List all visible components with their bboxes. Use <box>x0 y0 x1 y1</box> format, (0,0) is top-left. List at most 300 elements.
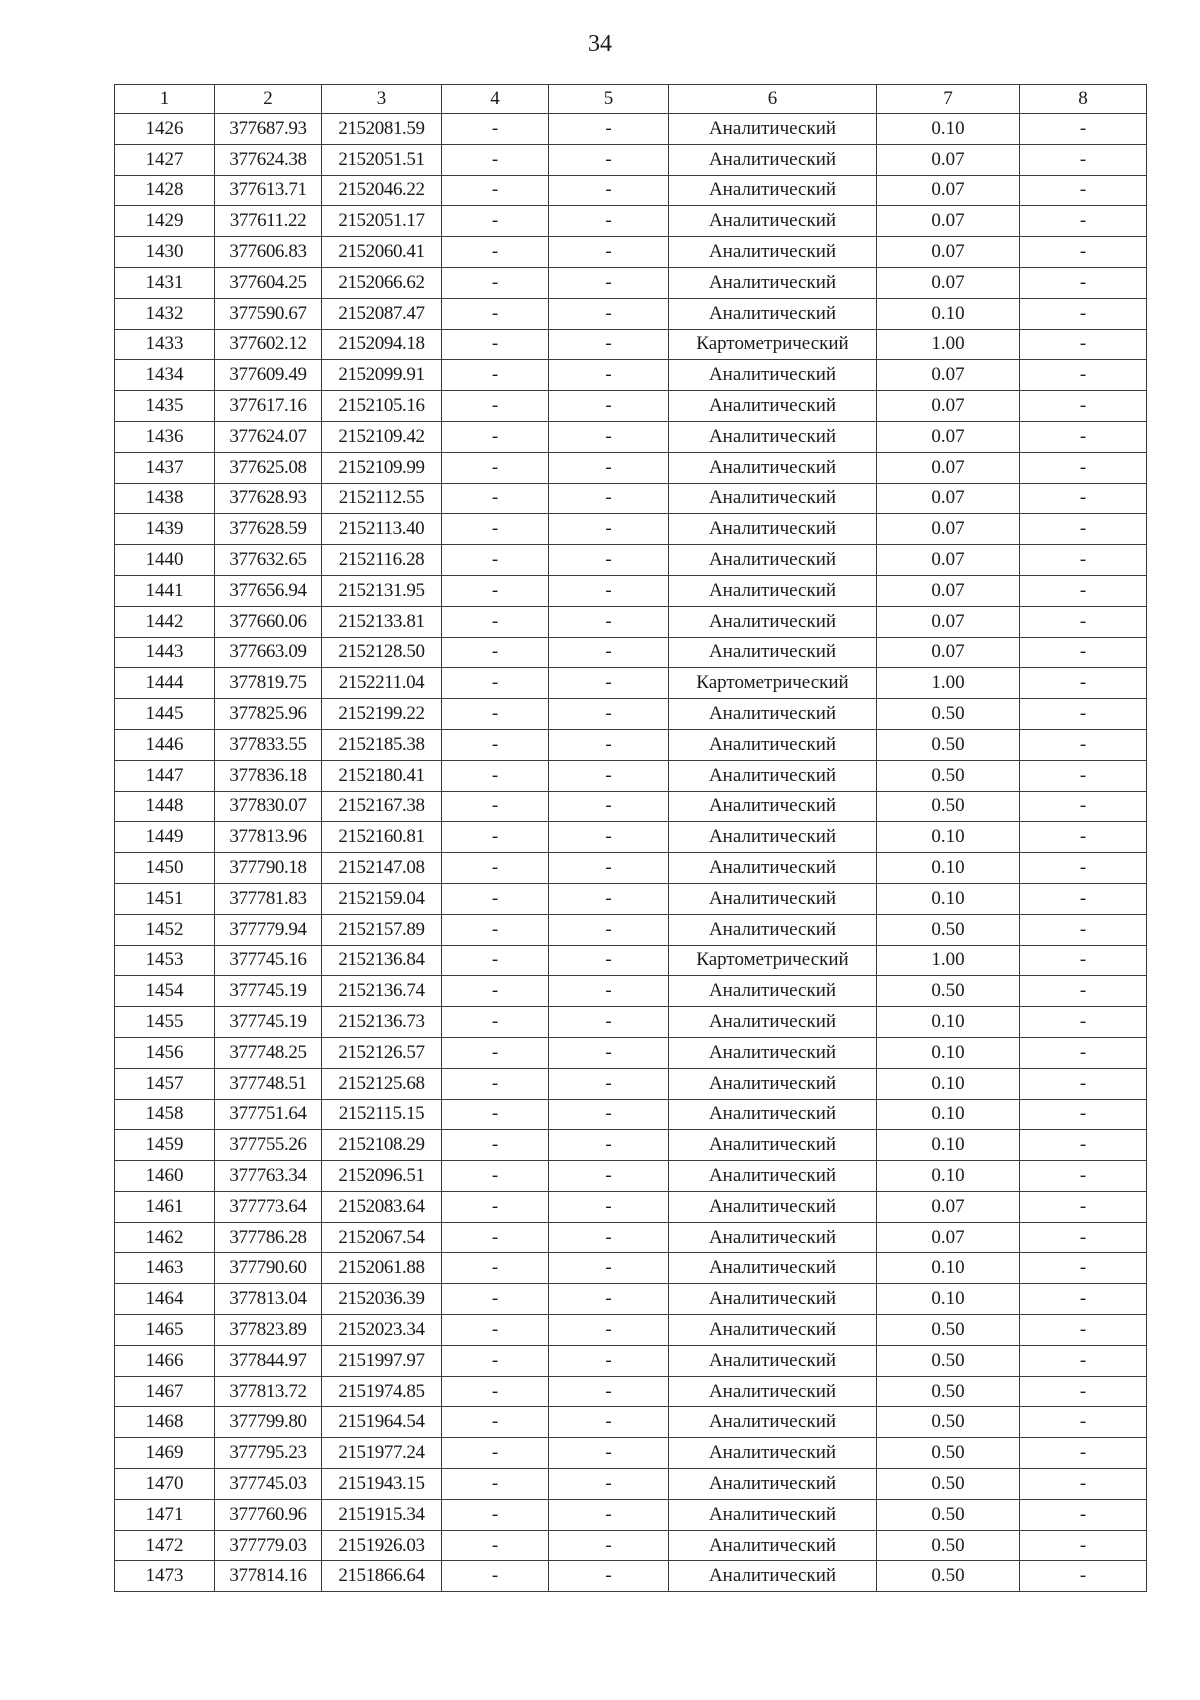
point-number-cell: 1473 <box>115 1561 215 1592</box>
table-row <box>115 545 1147 576</box>
accuracy-cell: 0.50 <box>877 699 1020 730</box>
column-8-cell: - <box>1020 144 1147 175</box>
column-8-cell: - <box>1020 1007 1147 1038</box>
column-4-cell: - <box>442 1161 549 1192</box>
column-5-cell: - <box>549 1499 669 1530</box>
point-number-cell: 1430 <box>115 237 215 268</box>
x-coordinate-cell: 377795.23 <box>215 1438 322 1469</box>
x-coordinate-cell: 377687.93 <box>215 114 322 145</box>
table-row <box>115 1161 1147 1192</box>
column-5-cell: - <box>549 637 669 668</box>
y-coordinate-cell: 2151915.34 <box>322 1499 442 1530</box>
column-8-cell: - <box>1020 1130 1147 1161</box>
method-cell: Аналитический <box>669 1315 877 1346</box>
y-coordinate-cell: 2152036.39 <box>322 1284 442 1315</box>
column-4-cell: - <box>442 883 549 914</box>
point-number-cell: 1461 <box>115 1191 215 1222</box>
table-row <box>115 1037 1147 1068</box>
column-8-cell: - <box>1020 452 1147 483</box>
x-coordinate-cell: 377813.96 <box>215 822 322 853</box>
table-row <box>115 237 1147 268</box>
method-cell: Аналитический <box>669 114 877 145</box>
accuracy-cell: 0.50 <box>877 1530 1020 1561</box>
method-cell: Аналитический <box>669 1561 877 1592</box>
column-4-cell: - <box>442 360 549 391</box>
table-row <box>115 452 1147 483</box>
table-row <box>115 914 1147 945</box>
table-row <box>115 360 1147 391</box>
column-8-cell: - <box>1020 791 1147 822</box>
column-4-cell: - <box>442 1099 549 1130</box>
accuracy-cell: 0.10 <box>877 298 1020 329</box>
x-coordinate-cell: 377745.19 <box>215 1007 322 1038</box>
column-4-cell: - <box>442 114 549 145</box>
column-8-cell: - <box>1020 329 1147 360</box>
x-coordinate-cell: 377625.08 <box>215 452 322 483</box>
table-row <box>115 1284 1147 1315</box>
method-cell: Аналитический <box>669 483 877 514</box>
point-number-cell: 1453 <box>115 945 215 976</box>
column-header: 5 <box>549 85 669 114</box>
accuracy-cell: 1.00 <box>877 668 1020 699</box>
point-number-cell: 1434 <box>115 360 215 391</box>
column-4-cell: - <box>442 729 549 760</box>
y-coordinate-cell: 2152128.50 <box>322 637 442 668</box>
column-5-cell: - <box>549 575 669 606</box>
table-row <box>115 329 1147 360</box>
column-5-cell: - <box>549 1530 669 1561</box>
table-row <box>115 637 1147 668</box>
table-row <box>115 206 1147 237</box>
column-4-cell: - <box>442 1007 549 1038</box>
point-number-cell: 1442 <box>115 606 215 637</box>
column-4-cell: - <box>442 791 549 822</box>
accuracy-cell: 0.50 <box>877 791 1020 822</box>
column-5-cell: - <box>549 1191 669 1222</box>
point-number-cell: 1462 <box>115 1222 215 1253</box>
column-5-cell: - <box>549 883 669 914</box>
point-number-cell: 1458 <box>115 1099 215 1130</box>
accuracy-cell: 0.07 <box>877 452 1020 483</box>
column-8-cell: - <box>1020 1499 1147 1530</box>
method-cell: Аналитический <box>669 421 877 452</box>
table-row <box>115 945 1147 976</box>
point-number-cell: 1435 <box>115 391 215 422</box>
column-5-cell: - <box>549 1438 669 1469</box>
column-5-cell: - <box>549 914 669 945</box>
method-cell: Аналитический <box>669 1007 877 1038</box>
table-row <box>115 1191 1147 1222</box>
column-4-cell: - <box>442 760 549 791</box>
column-4-cell: - <box>442 699 549 730</box>
column-4-cell: - <box>442 1376 549 1407</box>
column-5-cell: - <box>549 729 669 760</box>
point-number-cell: 1440 <box>115 545 215 576</box>
y-coordinate-cell: 2152087.47 <box>322 298 442 329</box>
column-5-cell: - <box>549 1068 669 1099</box>
point-number-cell: 1444 <box>115 668 215 699</box>
accuracy-cell: 0.50 <box>877 760 1020 791</box>
column-4-cell: - <box>442 391 549 422</box>
method-cell: Аналитический <box>669 637 877 668</box>
column-5-cell: - <box>549 976 669 1007</box>
table-row <box>115 514 1147 545</box>
point-number-cell: 1466 <box>115 1345 215 1376</box>
table-row <box>115 421 1147 452</box>
column-5-cell: - <box>549 1099 669 1130</box>
y-coordinate-cell: 2152112.55 <box>322 483 442 514</box>
column-4-cell: - <box>442 267 549 298</box>
column-5-cell: - <box>549 114 669 145</box>
column-4-cell: - <box>442 976 549 1007</box>
point-number-cell: 1469 <box>115 1438 215 1469</box>
method-cell: Аналитический <box>669 976 877 1007</box>
point-number-cell: 1432 <box>115 298 215 329</box>
column-4-cell: - <box>442 452 549 483</box>
x-coordinate-cell: 377660.06 <box>215 606 322 637</box>
x-coordinate-cell: 377833.55 <box>215 729 322 760</box>
point-number-cell: 1452 <box>115 914 215 945</box>
accuracy-cell: 0.07 <box>877 360 1020 391</box>
point-number-cell: 1443 <box>115 637 215 668</box>
y-coordinate-cell: 2152051.17 <box>322 206 442 237</box>
method-cell: Аналитический <box>669 1037 877 1068</box>
point-number-cell: 1428 <box>115 175 215 206</box>
column-4-cell: - <box>442 514 549 545</box>
column-5-cell: - <box>549 699 669 730</box>
x-coordinate-cell: 377763.34 <box>215 1161 322 1192</box>
y-coordinate-cell: 2152067.54 <box>322 1222 442 1253</box>
accuracy-cell: 0.50 <box>877 1499 1020 1530</box>
column-8-cell: - <box>1020 760 1147 791</box>
table-row <box>115 699 1147 730</box>
accuracy-cell: 0.10 <box>877 1099 1020 1130</box>
y-coordinate-cell: 2152081.59 <box>322 114 442 145</box>
column-4-cell: - <box>442 329 549 360</box>
column-5-cell: - <box>549 606 669 637</box>
x-coordinate-cell: 377656.94 <box>215 575 322 606</box>
accuracy-cell: 0.50 <box>877 1407 1020 1438</box>
method-cell: Аналитический <box>669 791 877 822</box>
column-8-cell: - <box>1020 1037 1147 1068</box>
method-cell: Аналитический <box>669 1499 877 1530</box>
accuracy-cell: 0.50 <box>877 1376 1020 1407</box>
x-coordinate-cell: 377606.83 <box>215 237 322 268</box>
x-coordinate-cell: 377813.04 <box>215 1284 322 1315</box>
table-row <box>115 760 1147 791</box>
table-row <box>115 668 1147 699</box>
column-4-cell: - <box>442 637 549 668</box>
y-coordinate-cell: 2152113.40 <box>322 514 442 545</box>
column-8-cell: - <box>1020 1222 1147 1253</box>
x-coordinate-cell: 377755.26 <box>215 1130 322 1161</box>
accuracy-cell: 0.10 <box>877 1007 1020 1038</box>
point-number-cell: 1441 <box>115 575 215 606</box>
x-coordinate-cell: 377825.96 <box>215 699 322 730</box>
column-8-cell: - <box>1020 914 1147 945</box>
method-cell: Аналитический <box>669 237 877 268</box>
x-coordinate-cell: 377632.65 <box>215 545 322 576</box>
x-coordinate-cell: 377779.03 <box>215 1530 322 1561</box>
table-row <box>115 606 1147 637</box>
x-coordinate-cell: 377779.94 <box>215 914 322 945</box>
column-5-cell: - <box>549 1376 669 1407</box>
point-number-cell: 1438 <box>115 483 215 514</box>
column-4-cell: - <box>442 575 549 606</box>
table-row <box>115 483 1147 514</box>
column-8-cell: - <box>1020 175 1147 206</box>
point-number-cell: 1447 <box>115 760 215 791</box>
y-coordinate-cell: 2152094.18 <box>322 329 442 360</box>
method-cell: Аналитический <box>669 514 877 545</box>
column-5-cell: - <box>549 1315 669 1346</box>
column-5-cell: - <box>549 1561 669 1592</box>
point-number-cell: 1464 <box>115 1284 215 1315</box>
y-coordinate-cell: 2151866.64 <box>322 1561 442 1592</box>
point-number-cell: 1457 <box>115 1068 215 1099</box>
column-4-cell: - <box>442 606 549 637</box>
method-cell: Картометрический <box>669 329 877 360</box>
table-row <box>115 1315 1147 1346</box>
accuracy-cell: 0.07 <box>877 637 1020 668</box>
column-5-cell: - <box>549 298 669 329</box>
accuracy-cell: 0.50 <box>877 729 1020 760</box>
accuracy-cell: 0.10 <box>877 1130 1020 1161</box>
method-cell: Аналитический <box>669 267 877 298</box>
accuracy-cell: 0.10 <box>877 1037 1020 1068</box>
column-8-cell: - <box>1020 699 1147 730</box>
table-row <box>115 114 1147 145</box>
y-coordinate-cell: 2152157.89 <box>322 914 442 945</box>
column-8-cell: - <box>1020 267 1147 298</box>
column-4-cell: - <box>442 1530 549 1561</box>
accuracy-cell: 0.07 <box>877 391 1020 422</box>
y-coordinate-cell: 2152160.81 <box>322 822 442 853</box>
column-5-cell: - <box>549 360 669 391</box>
x-coordinate-cell: 377748.25 <box>215 1037 322 1068</box>
y-coordinate-cell: 2152199.22 <box>322 699 442 730</box>
column-4-cell: - <box>442 237 549 268</box>
x-coordinate-cell: 377819.75 <box>215 668 322 699</box>
method-cell: Аналитический <box>669 760 877 791</box>
method-cell: Аналитический <box>669 914 877 945</box>
accuracy-cell: 0.07 <box>877 206 1020 237</box>
column-8-cell: - <box>1020 1284 1147 1315</box>
method-cell: Аналитический <box>669 1222 877 1253</box>
accuracy-cell: 0.50 <box>877 1438 1020 1469</box>
x-coordinate-cell: 377790.60 <box>215 1253 322 1284</box>
accuracy-cell: 0.07 <box>877 514 1020 545</box>
column-5-cell: - <box>549 760 669 791</box>
column-8-cell: - <box>1020 1068 1147 1099</box>
y-coordinate-cell: 2152096.51 <box>322 1161 442 1192</box>
column-8-cell: - <box>1020 514 1147 545</box>
column-8-cell: - <box>1020 391 1147 422</box>
column-4-cell: - <box>442 822 549 853</box>
method-cell: Аналитический <box>669 206 877 237</box>
x-coordinate-cell: 377745.03 <box>215 1469 322 1500</box>
accuracy-cell: 0.50 <box>877 1469 1020 1500</box>
y-coordinate-cell: 2152023.34 <box>322 1315 442 1346</box>
table-row <box>115 298 1147 329</box>
y-coordinate-cell: 2151943.15 <box>322 1469 442 1500</box>
x-coordinate-cell: 377814.16 <box>215 1561 322 1592</box>
y-coordinate-cell: 2152185.38 <box>322 729 442 760</box>
y-coordinate-cell: 2151964.54 <box>322 1407 442 1438</box>
method-cell: Аналитический <box>669 545 877 576</box>
column-4-cell: - <box>442 1499 549 1530</box>
y-coordinate-cell: 2151997.97 <box>322 1345 442 1376</box>
accuracy-cell: 0.10 <box>877 1068 1020 1099</box>
column-header: 7 <box>877 85 1020 114</box>
column-5-cell: - <box>549 853 669 884</box>
column-8-cell: - <box>1020 1315 1147 1346</box>
x-coordinate-cell: 377611.22 <box>215 206 322 237</box>
x-coordinate-cell: 377745.16 <box>215 945 322 976</box>
column-5-cell: - <box>549 1130 669 1161</box>
accuracy-cell: 0.07 <box>877 237 1020 268</box>
column-8-cell: - <box>1020 298 1147 329</box>
column-4-cell: - <box>442 545 549 576</box>
point-number-cell: 1429 <box>115 206 215 237</box>
column-4-cell: - <box>442 1037 549 1068</box>
column-8-cell: - <box>1020 1561 1147 1592</box>
column-4-cell: - <box>442 945 549 976</box>
x-coordinate-cell: 377773.64 <box>215 1191 322 1222</box>
point-number-cell: 1427 <box>115 144 215 175</box>
x-coordinate-cell: 377751.64 <box>215 1099 322 1130</box>
table-row <box>115 1253 1147 1284</box>
column-4-cell: - <box>442 483 549 514</box>
point-number-cell: 1446 <box>115 729 215 760</box>
column-8-cell: - <box>1020 237 1147 268</box>
table-row <box>115 1376 1147 1407</box>
y-coordinate-cell: 2152136.84 <box>322 945 442 976</box>
accuracy-cell: 0.50 <box>877 1561 1020 1592</box>
table-row <box>115 144 1147 175</box>
table-row <box>115 1407 1147 1438</box>
method-cell: Аналитический <box>669 360 877 391</box>
y-coordinate-cell: 2152125.68 <box>322 1068 442 1099</box>
column-4-cell: - <box>442 914 549 945</box>
column-5-cell: - <box>549 1007 669 1038</box>
method-cell: Аналитический <box>669 1068 877 1099</box>
accuracy-cell: 0.07 <box>877 1191 1020 1222</box>
accuracy-cell: 1.00 <box>877 329 1020 360</box>
coordinates-table <box>114 84 1147 1592</box>
column-4-cell: - <box>442 1438 549 1469</box>
y-coordinate-cell: 2152061.88 <box>322 1253 442 1284</box>
y-coordinate-cell: 2151926.03 <box>322 1530 442 1561</box>
column-8-cell: - <box>1020 668 1147 699</box>
column-5-cell: - <box>549 1345 669 1376</box>
point-number-cell: 1439 <box>115 514 215 545</box>
x-coordinate-cell: 377624.07 <box>215 421 322 452</box>
x-coordinate-cell: 377628.59 <box>215 514 322 545</box>
column-8-cell: - <box>1020 1376 1147 1407</box>
column-4-cell: - <box>442 1130 549 1161</box>
method-cell: Аналитический <box>669 822 877 853</box>
y-coordinate-cell: 2152159.04 <box>322 883 442 914</box>
accuracy-cell: 0.07 <box>877 267 1020 298</box>
column-5-cell: - <box>549 668 669 699</box>
column-5-cell: - <box>549 545 669 576</box>
point-number-cell: 1451 <box>115 883 215 914</box>
column-8-cell: - <box>1020 1530 1147 1561</box>
column-5-cell: - <box>549 1253 669 1284</box>
x-coordinate-cell: 377613.71 <box>215 175 322 206</box>
method-cell: Аналитический <box>669 391 877 422</box>
accuracy-cell: 0.50 <box>877 914 1020 945</box>
accuracy-cell: 0.07 <box>877 606 1020 637</box>
y-coordinate-cell: 2151974.85 <box>322 1376 442 1407</box>
accuracy-cell: 0.10 <box>877 853 1020 884</box>
table-row <box>115 1345 1147 1376</box>
method-cell: Аналитический <box>669 1530 877 1561</box>
table-row <box>115 1469 1147 1500</box>
accuracy-cell: 0.50 <box>877 1345 1020 1376</box>
method-cell: Аналитический <box>669 1191 877 1222</box>
y-coordinate-cell: 2152147.08 <box>322 853 442 884</box>
column-5-cell: - <box>549 1037 669 1068</box>
y-coordinate-cell: 2152060.41 <box>322 237 442 268</box>
column-4-cell: - <box>442 1068 549 1099</box>
point-number-cell: 1431 <box>115 267 215 298</box>
method-cell: Аналитический <box>669 1376 877 1407</box>
column-8-cell: - <box>1020 575 1147 606</box>
point-number-cell: 1449 <box>115 822 215 853</box>
column-header: 3 <box>322 85 442 114</box>
method-cell: Аналитический <box>669 1284 877 1315</box>
accuracy-cell: 0.50 <box>877 1315 1020 1346</box>
method-cell: Аналитический <box>669 1253 877 1284</box>
point-number-cell: 1437 <box>115 452 215 483</box>
accuracy-cell: 0.10 <box>877 1161 1020 1192</box>
point-number-cell: 1470 <box>115 1469 215 1500</box>
column-5-cell: - <box>549 791 669 822</box>
x-coordinate-cell: 377760.96 <box>215 1499 322 1530</box>
x-coordinate-cell: 377790.18 <box>215 853 322 884</box>
column-5-cell: - <box>549 483 669 514</box>
column-header: 2 <box>215 85 322 114</box>
x-coordinate-cell: 377663.09 <box>215 637 322 668</box>
point-number-cell: 1467 <box>115 1376 215 1407</box>
column-5-cell: - <box>549 329 669 360</box>
column-8-cell: - <box>1020 114 1147 145</box>
y-coordinate-cell: 2152109.99 <box>322 452 442 483</box>
column-8-cell: - <box>1020 822 1147 853</box>
x-coordinate-cell: 377781.83 <box>215 883 322 914</box>
x-coordinate-cell: 377823.89 <box>215 1315 322 1346</box>
column-5-cell: - <box>549 1284 669 1315</box>
column-5-cell: - <box>549 452 669 483</box>
y-coordinate-cell: 2152126.57 <box>322 1037 442 1068</box>
column-header: 8 <box>1020 85 1147 114</box>
column-5-cell: - <box>549 391 669 422</box>
column-header: 6 <box>669 85 877 114</box>
column-8-cell: - <box>1020 1161 1147 1192</box>
method-cell: Аналитический <box>669 606 877 637</box>
point-number-cell: 1445 <box>115 699 215 730</box>
point-number-cell: 1459 <box>115 1130 215 1161</box>
column-8-cell: - <box>1020 1407 1147 1438</box>
column-4-cell: - <box>442 175 549 206</box>
point-number-cell: 1463 <box>115 1253 215 1284</box>
column-4-cell: - <box>442 1469 549 1500</box>
method-cell: Аналитический <box>669 1130 877 1161</box>
column-5-cell: - <box>549 175 669 206</box>
y-coordinate-cell: 2152099.91 <box>322 360 442 391</box>
